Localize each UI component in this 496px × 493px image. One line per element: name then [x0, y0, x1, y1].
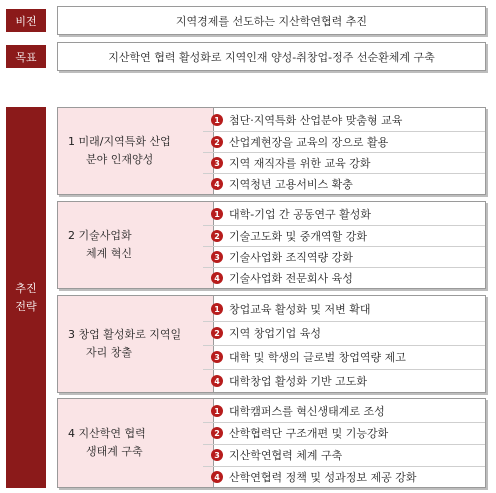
strategy-group-4 [57, 398, 486, 488]
strategy-group-title [58, 108, 214, 194]
strategy-item-text: 지역 창업기업 육성 [229, 327, 322, 340]
group-title-line2: 생태계 구축 [86, 445, 143, 458]
strategy-item [203, 298, 485, 320]
group-title-line2: 분야 인재양성 [86, 153, 154, 166]
group-title-line1: 4 지산학연 협력 [68, 427, 146, 440]
strategy-group-2 [57, 201, 486, 289]
strategy-item-text: 첨단·지역특화 산업분야 맞춤형 교육 [229, 114, 403, 127]
strategy-item-text: 산학협력단 구조개편 및 기능강화 [229, 427, 389, 440]
goal-label [6, 45, 46, 68]
number-badge-icon: 2 [211, 427, 223, 439]
number-badge-icon: 3 [211, 157, 223, 169]
strategy-item-text: 산업계현장을 교육의 장으로 활용 [229, 136, 389, 149]
strategy-item [203, 110, 485, 130]
strategy-item-text: 기술사업화 조직역량 강화 [229, 251, 353, 264]
number-badge-icon: 1 [211, 303, 223, 315]
number-badge-icon: 2 [211, 136, 223, 148]
strategy-item-text: 대학-기업 간 공동연구 활성화 [229, 208, 371, 221]
group-title-line1: 2 기술사업화 [68, 229, 132, 242]
vision-label-text: 비전 [15, 14, 37, 28]
strategy-item [203, 225, 485, 246]
strategy-item [203, 422, 485, 443]
number-badge-icon: 2 [211, 230, 223, 242]
strategy-item [203, 131, 485, 152]
strategy-item-text: 기술고도화 및 중개역할 강화 [229, 230, 368, 243]
strategy-item [203, 444, 485, 465]
strategy-item-text: 대학창업 활성화 기반 고도화 [229, 375, 368, 388]
strategy-item [203, 401, 485, 421]
vision-text: 지역경제를 선도하는 지산학연협력 추진 [175, 14, 368, 28]
strategy-group-title [58, 202, 214, 288]
strategy-item [203, 466, 485, 487]
strategy-group-1 [57, 107, 486, 195]
strategy-item [203, 369, 485, 392]
group-title-line2: 자리 창출 [86, 346, 133, 359]
strategy-group-title [58, 296, 214, 392]
group-title-line1: 3 창업 활성화로 지역일 [68, 328, 182, 341]
strategy-item [203, 246, 485, 267]
goal-text: 지산학연 협력 활성화로 지역인재 양성-취창업-정주 선순환체계 구축 [108, 50, 435, 64]
number-badge-icon: 2 [211, 327, 223, 339]
number-badge-icon: 3 [211, 251, 223, 263]
strategy-item [203, 321, 485, 344]
strategy-group-3 [57, 295, 486, 393]
strategy-item-text: 기술사업화 전문회사 육성 [229, 272, 353, 285]
vision-box [57, 6, 486, 35]
strategy-sidebar [6, 107, 46, 488]
strategy-group-title [58, 399, 214, 487]
group-title-line2: 체계 혁신 [86, 247, 133, 260]
goal-label-text: 목표 [15, 50, 37, 64]
group-title-line1: 1 미래/지역특화 산업 [68, 135, 171, 148]
number-badge-icon: 1 [211, 405, 223, 417]
strategy-item [203, 173, 485, 194]
strategy-item [203, 267, 485, 288]
strategy-item [203, 204, 485, 224]
strategy-item-text: 대학캠퍼스를 혁신생태계로 조성 [229, 405, 385, 418]
strategy-item-text: 산학연협력 정책 및 성과정보 제공 강화 [229, 471, 417, 484]
number-badge-icon: 4 [211, 471, 223, 483]
number-badge-icon: 4 [211, 375, 223, 387]
number-badge-icon: 4 [211, 272, 223, 284]
number-badge-icon: 4 [211, 178, 223, 190]
vision-label [6, 9, 46, 32]
strategy-item-text: 지역청년 고용서비스 확충 [229, 178, 353, 191]
strategy-item-text: 창업교육 활성화 및 저변 확대 [229, 303, 371, 316]
number-badge-icon: 3 [211, 351, 223, 363]
strategy-item-text: 대학 및 학생의 글로벌 창업역량 제고 [229, 351, 406, 364]
number-badge-icon: 1 [211, 114, 223, 126]
number-badge-icon: 3 [211, 449, 223, 461]
strategy-item [203, 345, 485, 368]
strategy-label-line1: 추진 [15, 281, 37, 295]
strategy-item [203, 152, 485, 173]
strategy-item-text: 지역 재직자를 위한 교육 강화 [229, 157, 371, 170]
strategy-label-line2: 전략 [15, 299, 37, 313]
number-badge-icon: 1 [211, 208, 223, 220]
goal-box [57, 42, 486, 71]
strategy-item-text: 지산학연협력 체계 구축 [229, 449, 343, 462]
